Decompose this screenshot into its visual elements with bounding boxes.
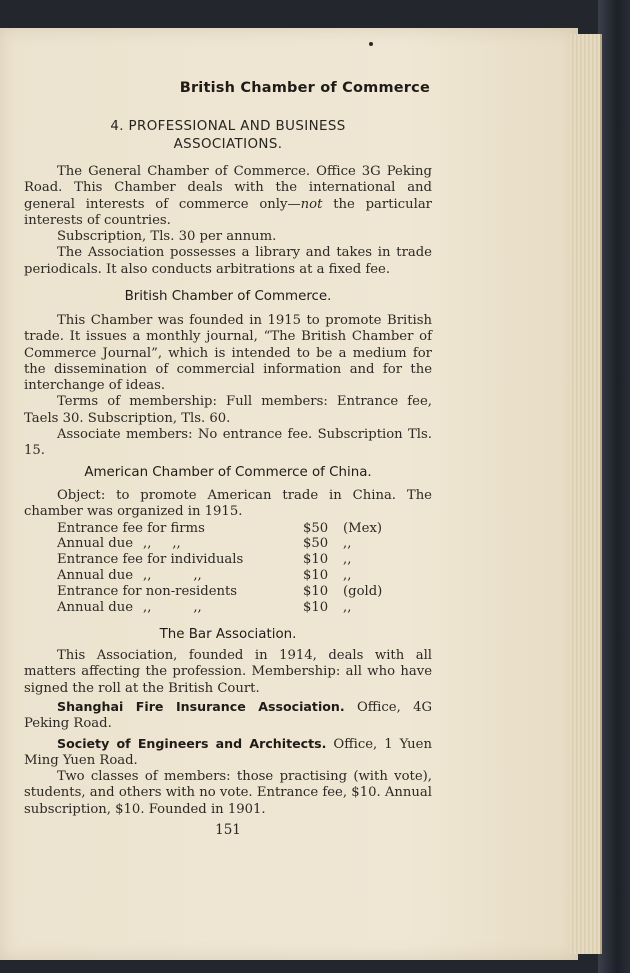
fee-amount: $10 [303,552,329,568]
fee-item [57,568,303,584]
fee-note: (Mex) [343,520,383,536]
fee-item-label: Annual due [57,536,134,552]
fee-note: ,, [343,536,352,552]
fee-item-label: Entrance for non-residents [57,583,238,599]
ditto-marks: ,, ,, [143,599,202,615]
fee-item-label: Entrance fee for firms [57,520,205,536]
fee-item-label: Annual due [57,567,134,583]
american-chamber-section [24,465,432,615]
fee-item-label: Annual due [57,599,134,615]
fee-row [57,584,382,600]
fee-amount: $50 [303,520,329,536]
bar-association-heading: The Bar Association. [159,627,297,642]
fee-item [57,521,303,537]
fee-amount: $50 [303,536,329,552]
british-chamber-membership: Terms of membership: Full members: Entrance fee, Taels 30. Subscription, Tls. 60. [24,394,432,426]
american-chamber-heading: American Chamber of Commerce of China. [84,465,372,480]
general-chamber-text-end: the particular interests of countries. [24,196,432,228]
general-chamber-text: The General Chamber of Commerce. Office 3G Peking Road. This Chamber deals with the international and general interests of commerce only— [24,164,432,212]
fee-row [57,521,382,537]
bar-association-section [24,627,432,697]
american-chamber-paragraph: Object: to promote American trade in China. The chamber was organized in 1915. [24,488,432,520]
engineers-paragraph [24,736,432,770]
general-chamber-library: The Association possesses a library and takes in trade periodicals. It also conducts arbitrations at a fixed fee. [24,245,432,277]
shanghai-fire-text: Office, 4G Peking Road. [24,700,432,732]
section-title-line1: 4. PROFESSIONAL AND BUSINESS [110,119,346,134]
fee-note: ,, [343,599,352,615]
page-number: 151 [215,822,241,838]
fee-item-label: Entrance fee for individuals [57,552,244,568]
british-chamber-paragraph: This Chamber was founded in 1915 to promote British trade. It issues a monthly journal, “The British Chamber of Commerce Journal”, which is intended to be a medium for the dissemination of commercial information and for the interchange of ideas. [24,313,432,394]
fee-note: ,, [343,552,352,568]
fee-item [57,552,303,568]
fee-table [57,521,382,616]
engineers-name: Society of Engineers and Architects. [57,735,327,751]
general-chamber-section [24,164,432,278]
section-title [24,118,432,154]
fee-row [57,600,382,616]
fee-amount: $10 [303,567,329,583]
fee-note: (gold) [343,583,383,599]
shanghai-fire-name: Shanghai Fire Insurance Association. [57,699,345,714]
running-head: British Chamber of Commerce [179,80,430,96]
ink-speck [369,42,373,46]
british-chamber-associates: Associate members: No entrance fee. Subscription Tls. 15. [24,427,432,459]
emphasis-not: not [300,196,323,212]
british-chamber-heading: British Chamber of Commerce. [124,289,332,304]
fee-note: ,, [343,567,352,583]
fee-row [57,552,382,568]
other-associations [24,699,432,818]
ditto-marks: ,, ,, [143,567,202,583]
engineers-membership: Two classes of members: those practising (with vote), students, and others with no vote. Entrance fee, $10. Annual subscription, $10. Founded in 1901. [24,769,432,817]
fee-amount: $10 [303,583,329,599]
ditto-marks: ,, ,, [143,536,181,552]
page-edges [570,34,602,954]
shanghai-fire-paragraph [24,699,432,733]
fee-item [57,536,303,552]
fee-amount: $10 [303,599,329,615]
section-title-line2: ASSOCIATIONS. [173,137,283,152]
british-chamber-section [24,289,432,460]
fee-row [57,536,382,552]
engineers-text: Office, 1 Yuen Ming Yuen Road. [24,736,432,768]
fee-item [57,600,303,616]
bar-association-paragraph: This Association, founded in 1914, deals with all matters affecting the profession. Membership: all who have signed the roll at the British Court. [24,648,432,696]
fee-row [57,568,382,584]
general-chamber-paragraph [24,164,432,229]
fee-item [57,584,303,600]
general-chamber-subscription: Subscription, Tls. 30 per annum. [57,229,277,245]
book-cover-edge [598,0,630,973]
